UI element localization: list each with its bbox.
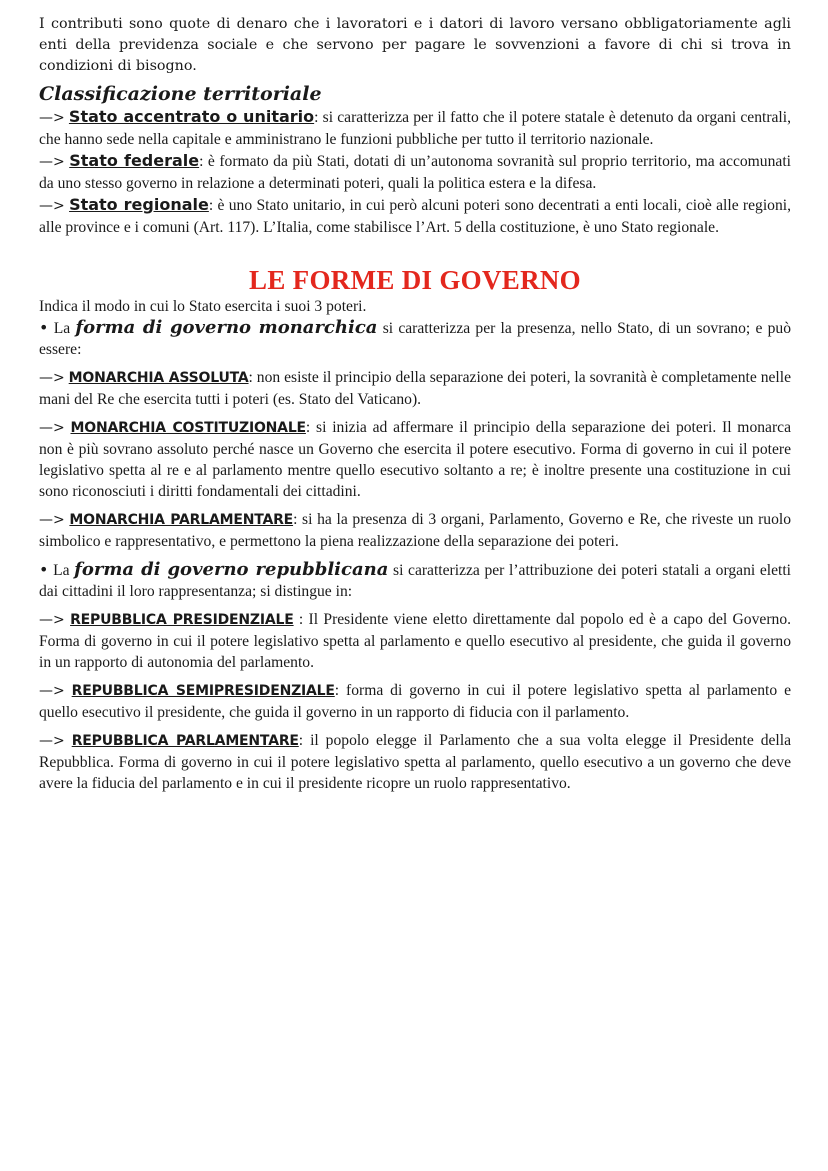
definition-text: : si inizia ad affermare il principio della separazione dei poteri. Il monarca non è più sovrano assoluto perché nasce un Governo che esercita il potere esecutivo. Forma di governo in cui il potere legislativo spetta al re e al parlamento mentre quello esecutivo soltanto a re; è inoltre presente una costituzione in cui sono riconosciuti i diritti fondamentali dei cittadini. xyxy=(39,419,791,500)
republic-item-presidenziale xyxy=(39,609,791,673)
arrow-marker: —> xyxy=(39,683,65,699)
bullet-marker: • xyxy=(39,560,49,579)
bullet-marker: • xyxy=(39,318,49,337)
monarchy-suffix: si caratterizza per la presenza, nello Stato, di un sovrano; e può essere: xyxy=(39,320,792,358)
classification-item-federale xyxy=(39,150,791,194)
definition-text: : forma di governo in cui il potere legislativo spetta al parlamento e quello esecutivo il presidente, che guida il governo in un rapporto di fiducia con il parlamento. xyxy=(39,682,791,721)
definition-text: : è uno Stato unitario, in cui però alcuni poteri sono decentrati a enti locali, cioè alle regioni, alle province e i comuni (Art. 117). L’Italia, come stabilisce l’Art. 5 della costituzione, è uno Stato regionale. xyxy=(39,197,791,236)
arrow-marker: —> xyxy=(39,198,65,214)
classification-item-regionale xyxy=(39,194,791,238)
intro-paragraph: I contributi sono quote di denaro che i lavoratori e i datori di lavoro versano obbligatoriamente agli enti della previdenza sociale e che servono per pagare le sovvenzioni a favore di chi si trova in condizioni di bisogno. xyxy=(39,16,791,74)
term-repubblica-presidenziale: REPUBBLICA PRESIDENZIALE xyxy=(70,612,294,628)
term-stato-regionale: Stato regionale xyxy=(69,195,209,214)
term-repubblica-parlamentare: REPUBBLICA PARLAMENTARE xyxy=(71,733,299,749)
term-monarchia-parlamentare: MONARCHIA PARLAMENTARE xyxy=(69,512,294,528)
definition-text: : il popolo elegge il Parlamento che a sua volta elegge il Presidente della Repubblica. Forma di governo in cui il potere legislativo spetta al parlamento, quello esecutivo a un governo che deve avere la fiducia del parlamento e in cui il presidente ricopre un ruolo rappresentativo. xyxy=(39,732,791,792)
term-monarchia-assoluta: MONARCHIA ASSOLUTA xyxy=(68,370,249,386)
document-page xyxy=(39,14,791,794)
republic-item-semipresidenziale xyxy=(39,680,791,723)
classification-item-unitario xyxy=(39,106,791,150)
monarchy-item-parlamentare xyxy=(39,509,791,552)
term-stato-federale: Stato federale xyxy=(69,151,200,170)
arrow-marker: —> xyxy=(39,420,65,436)
definition-text: : si ha la presenza di 3 organi, Parlamento, Governo e Re, che riveste un ruolo simbolico e rappresentativo, e permettono la piena realizzazione della separazione dei poteri. xyxy=(39,511,792,550)
arrow-marker: —> xyxy=(39,512,65,528)
main-title: LE FORME DI GOVERNO xyxy=(249,265,581,295)
arrow-marker: —> xyxy=(39,154,65,170)
republic-item-parlamentare xyxy=(39,730,791,794)
term-monarchia-costituzionale: MONARCHIA COSTITUZIONALE xyxy=(70,420,306,436)
definition-text: : è formato da più Stati, dotati di un’autonoma sovranità sul proprio territorio, ma accomunati da uno stesso governo in relazione a determinati poteri, quali la politica estera e la difesa. xyxy=(39,153,791,192)
monarchy-item-costituzionale xyxy=(39,417,791,502)
monarchy-heading xyxy=(39,317,791,360)
republic-emph: forma di governo repubblicana xyxy=(74,559,389,580)
republic-prefix: La xyxy=(53,562,70,579)
arrow-marker: —> xyxy=(39,733,65,749)
monarchy-prefix: La xyxy=(53,320,71,337)
definition-text: : Il Presidente viene eletto direttamente dal popolo ed è a capo del Governo. Forma di governo in cui il potere legislativo spetta al parlamento e quello esecutivo al presidente, che guida il governo in un rapporto di autonomia del parlamento. xyxy=(39,611,792,671)
definition-text: : si caratterizza per il fatto che il potere statale è detenuto da organi centrali, che hanno sede nella capitale e amministrano le funzioni pubbliche per tutto il territorio nazionale. xyxy=(39,109,791,148)
section-title-classification: Classificazione territoriale xyxy=(39,83,322,105)
term-repubblica-semipresidenziale: REPUBBLICA SEMIPRESIDENZIALE xyxy=(71,683,335,699)
forms-intro: Indica il modo in cui lo Stato esercita i suoi 3 poteri. xyxy=(39,298,367,315)
definition-text: : non esiste il principio della separazione dei poteri, la sovranità è completamente nelle mani del Re che esercita tutti i poteri (es. Stato del Vaticano). xyxy=(39,369,792,408)
monarchy-emph: forma di governo monarchica xyxy=(75,317,378,338)
arrow-marker: —> xyxy=(39,370,65,386)
monarchy-item-assoluta xyxy=(39,367,791,410)
arrow-marker: —> xyxy=(39,612,65,628)
arrow-marker: —> xyxy=(39,110,65,126)
term-stato-unitario: Stato accentrato o unitario xyxy=(68,107,315,126)
republic-heading xyxy=(39,559,791,602)
republic-suffix: si caratterizza per l’attribuzione dei poteri statali a organi eletti dai cittadini il loro rappresentanza; si distingue in: xyxy=(39,562,792,600)
